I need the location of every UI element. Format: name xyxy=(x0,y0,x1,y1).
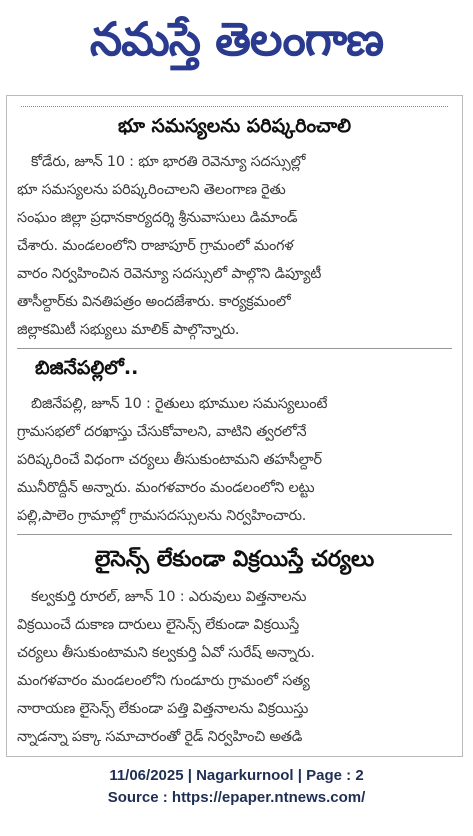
article1-line: సంఘం జిల్లా ప్రధానకార్యదర్శి శ్రీనువాసులు డిమాండ్ xyxy=(17,210,298,226)
masthead xyxy=(0,0,473,90)
article2-line: పరిష్కరించే విధంగా చర్యలు తీసుకుంటామని తహసీల్దార్ xyxy=(17,452,322,468)
article3-headline: లైసెన్స్ లేకుండా విక్రయిస్తే చర్యలు xyxy=(94,547,375,572)
source-footer xyxy=(0,765,473,809)
article1-line: కోడేరు, జూన్ 10 : భూ భారతి రెవెన్యూ సదస్సుల్లో xyxy=(31,154,306,170)
article3-line: చర్యలు తీసుకుంటామని కల్వకుర్తి ఏవో సురేష్ అన్నారు. xyxy=(17,645,315,661)
divider xyxy=(17,348,452,349)
article1-line: తాసీల్దార్‌కు వినతిపత్రం అందజేశారు. కార్యక్రమంలో xyxy=(17,294,291,310)
news-clipping xyxy=(6,95,463,757)
article1-line: జిల్లాకమిటీ సభ్యులు మాలిక్ పాల్గొన్నారు. xyxy=(17,322,240,338)
footer-date-edition: 11/06/2025 | Nagarkurnool | Page : 2 xyxy=(109,767,364,784)
article3-line: మంగళవారం మండలంలోని గుండూరు గ్రామంలో సత్య xyxy=(17,673,310,689)
article2-line: పల్లి,పాలెం గ్రామాల్లో గ్రామసదస్సులను నిర్వహించారు. xyxy=(17,508,307,524)
divider xyxy=(17,534,452,535)
article3-line: న్నాడన్నా పక్కా సమాచారంతో రైడ్ నిర్వహించి అతడి xyxy=(17,729,303,745)
article2-line: బిజినేపల్లి, జూన్ 10 : రైతులు భూముల సమస్యలుంటే xyxy=(31,396,328,412)
article3-line: విక్రయించే దుకాణ దారులు లైసెన్స్ లేకుండా విక్రయిస్తే xyxy=(17,617,300,633)
newspaper-title: నమస్తే తెలంగాణ xyxy=(89,12,384,66)
article1-body xyxy=(17,148,452,344)
article3-line: నారాయణ లైసెన్స్ లేకుండా పత్తి విత్తనాలను విక్రయిస్తు xyxy=(17,701,309,717)
article1-line: చేశారు. మండలంలోని రాజాపూర్ గ్రామంలో మంగళ xyxy=(17,238,294,254)
article1-headline: భూ సమస్యలను పరిష్కరించాలి xyxy=(117,115,352,137)
article3-line: కల్వకుర్తి రూరల్, జూన్ 10 : ఎరువులు విత్తనాలను xyxy=(31,589,307,605)
article3-body xyxy=(17,583,452,751)
article2-body xyxy=(17,390,452,530)
article2-headline: బిజినేపల్లిలో.. xyxy=(35,357,139,379)
article2-line: గ్రామసభలో దరఖాస్తు చేసుకోవాలని, వాటిని త్వరలోనే xyxy=(17,424,307,440)
article1-line: వారం నిర్వహించిన రెవెన్యూ సదస్సులో పాల్గొని డిప్యూటీ xyxy=(17,266,322,282)
footer-source: Source : https://epaper.ntnews.com/ xyxy=(107,789,366,806)
article1-line: భూ సమస్యలను పరిష్కరించాలని తెలంగాణ రైతు xyxy=(17,182,286,198)
cut-edge xyxy=(21,96,448,107)
article2-line: మునీరొద్దీన్ అన్నారు. మంగళవారం మండలంలోని లట్టు xyxy=(17,480,315,496)
